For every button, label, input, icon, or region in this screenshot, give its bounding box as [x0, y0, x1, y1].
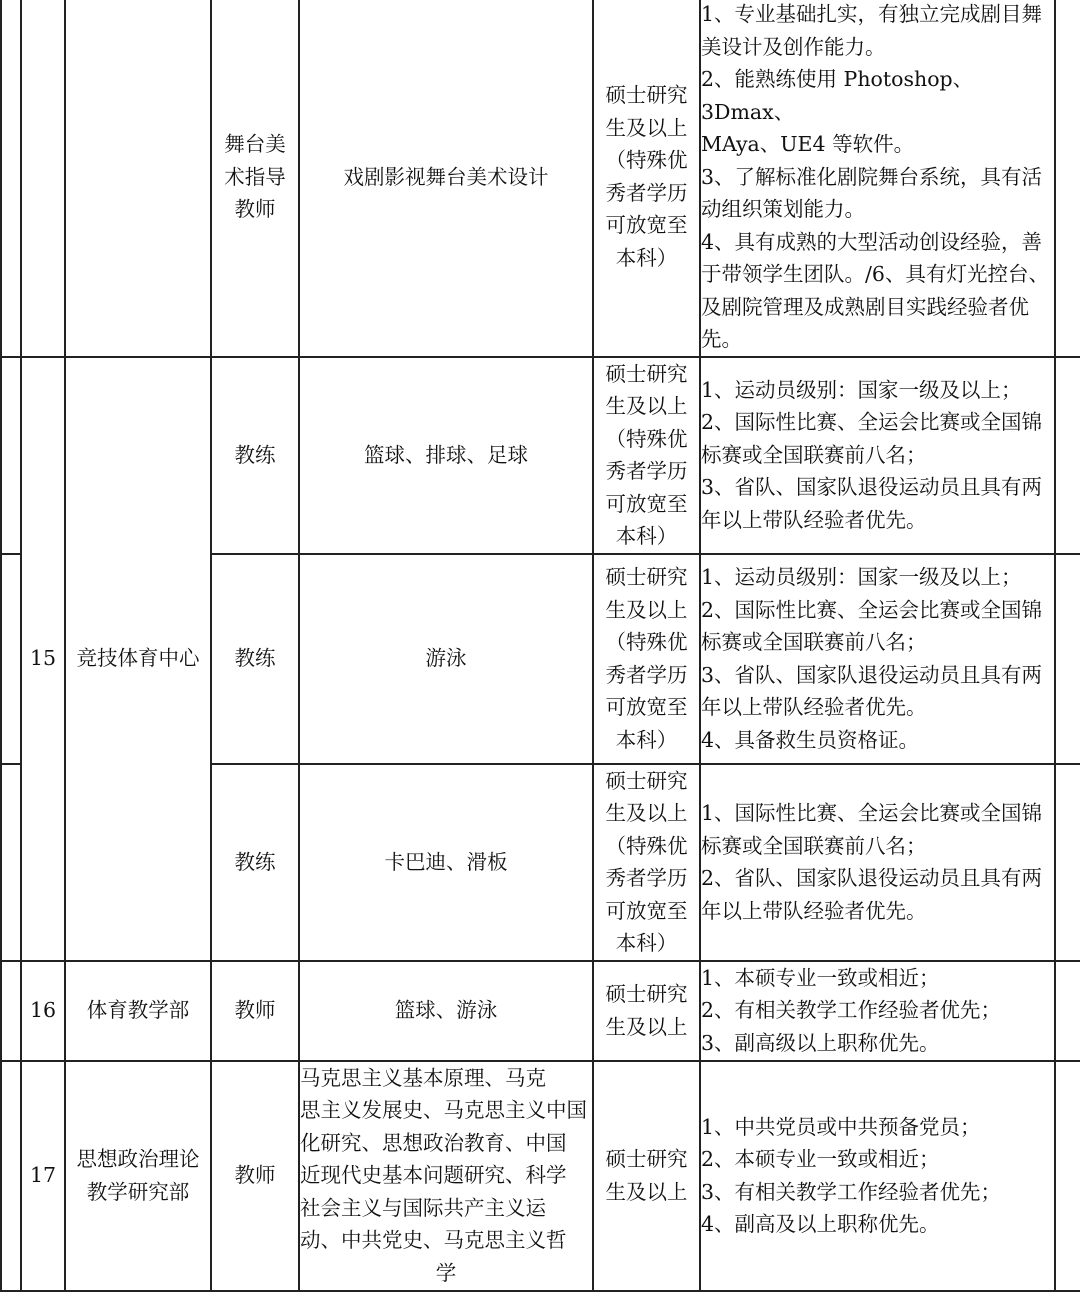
requirement-line: 1、运动员级别：国家一级及以上；: [701, 565, 1022, 589]
education-line: 硕士研究: [605, 1147, 688, 1171]
major-line: 社会主义与国际共产主义运: [300, 1195, 546, 1220]
requirement-line: 1、专业基础扎实，有独立完成剧目舞: [701, 2, 1043, 26]
education-line: 秀者学历: [605, 866, 688, 890]
right-margin-cell: [1055, 554, 1080, 764]
department-line: 思想政治理论: [76, 1147, 200, 1171]
education-line: 硕士研究: [605, 565, 688, 589]
requirement-line: 3、有相关教学工作经验者优先；: [701, 1179, 1002, 1204]
requirement-line: 3、省队、国家队退役运动员且具有两: [701, 662, 1043, 687]
position-line: 舞台美: [224, 132, 286, 156]
education-line: 可放宽至: [605, 695, 688, 719]
education-line: （特殊优: [605, 426, 688, 451]
left-margin-cell: [1, 764, 21, 961]
requirement-line: 标赛或全国联赛前八名；: [701, 833, 927, 858]
education-line: 本科）: [615, 727, 678, 752]
row-number: 15: [21, 357, 65, 961]
major-line: 学: [435, 1260, 457, 1285]
requirement-line: 3、了解标准化剧院舞台系统，具有活: [701, 164, 1043, 189]
requirement-line: 2、本硕专业一致或相近；: [701, 1147, 940, 1171]
table-row: [1, 1061, 1080, 1291]
requirement-line: MAya、UE4 等软件。: [701, 132, 915, 156]
left-margin-cell: [1, 961, 21, 1061]
education-requirement: [593, 961, 700, 1061]
requirement-line: 1、国际性比赛、全运会比赛或全国锦: [701, 801, 1043, 825]
requirement-line: 4、副高及以上职称优先。: [701, 1212, 940, 1236]
requirement-line: 年以上带队经验者优先。: [701, 695, 927, 719]
education-line: 硕士研究: [605, 768, 688, 793]
education-line: 本科）: [615, 524, 678, 548]
major-line: 马克思主义基本原理、马克: [300, 1065, 546, 1090]
education-requirement: [593, 357, 700, 554]
left-margin-cell: [1, 0, 21, 357]
education-line: 可放宽至: [605, 491, 688, 516]
requirement-line: 2、国际性比赛、全运会比赛或全国锦: [701, 410, 1043, 435]
other-requirements: [700, 0, 1055, 357]
requirement-line: 4、具有成熟的大型活动创设经验，善: [701, 229, 1043, 254]
requirement-line: 标赛或全国联赛前八名；: [701, 630, 927, 654]
row-number: 16: [21, 961, 65, 1061]
requirement-line: 2、能熟练使用 Photoshop、3Dmax、: [701, 67, 974, 124]
department-name: 竞技体育中心: [65, 357, 211, 961]
major-name: [299, 1061, 593, 1291]
right-margin-cell: [1055, 0, 1080, 357]
requirement-line: 1、中共党员或中共预备党员；: [701, 1114, 981, 1139]
education-line: 秀者学历: [605, 662, 688, 687]
position-line: 教师: [234, 197, 276, 221]
position-line: 术指导: [224, 164, 286, 189]
education-line: （特殊优: [605, 630, 688, 654]
left-margin-cell: [1, 1061, 21, 1291]
education-requirement: [593, 554, 700, 764]
position-name: 教师: [211, 961, 299, 1061]
row-number: 17: [21, 1061, 65, 1291]
requirement-line: 及剧院管理及成熟剧目实践经验者优: [701, 294, 1029, 319]
requirement-line: 动组织策划能力。: [701, 197, 865, 221]
requirement-line: 标赛或全国联赛前八名；: [701, 442, 927, 467]
right-margin-cell: [1055, 764, 1080, 961]
requirement-line: 1、运动员级别：国家一级及以上；: [701, 377, 1022, 402]
education-line: 生及以上: [605, 801, 688, 825]
table-row: [1, 357, 1080, 554]
other-requirements: [700, 357, 1055, 554]
major-line: 思主义发展史、马克思主义中国: [300, 1098, 587, 1123]
left-margin-cell: [1, 357, 21, 554]
education-line: 硕士研究: [605, 83, 688, 108]
education-line: 生及以上: [605, 1014, 688, 1039]
major-name: 卡巴迪、滑板: [299, 764, 593, 961]
education-requirement: [593, 0, 700, 357]
requirement-line: 2、国际性比赛、全运会比赛或全国锦: [701, 597, 1043, 622]
department-name: [65, 0, 211, 357]
education-line: 生及以上: [605, 394, 688, 418]
requirement-line: 年以上带队经验者优先。: [701, 898, 927, 923]
major-line: 化研究、思想政治教育、中国: [300, 1130, 567, 1155]
right-margin-cell: [1055, 961, 1080, 1061]
major-name: 篮球、游泳: [299, 961, 593, 1061]
education-line: 本科）: [615, 245, 678, 270]
education-line: 秀者学历: [605, 180, 688, 205]
education-line: 硕士研究: [605, 361, 688, 386]
major-name: 篮球、排球、足球: [299, 357, 593, 554]
left-margin-cell: [1, 554, 21, 764]
requirement-line: 美设计及创作能力。: [701, 34, 886, 59]
other-requirements: [700, 961, 1055, 1061]
education-line: 秀者学历: [605, 459, 688, 483]
position-name: 教练: [211, 554, 299, 764]
major-name: 游泳: [299, 554, 593, 764]
education-line: （特殊优: [605, 148, 688, 173]
other-requirements: [700, 1061, 1055, 1291]
position-name: 教练: [211, 764, 299, 961]
position-name: [211, 0, 299, 357]
education-line: 生及以上: [605, 115, 688, 140]
requirement-line: 2、有相关教学工作经验者优先；: [701, 998, 1002, 1023]
major-name: 戏剧影视舞台美术设计: [299, 0, 593, 357]
department-name: [65, 1061, 211, 1291]
position-name: 教师: [211, 1061, 299, 1291]
right-margin-cell: [1055, 357, 1080, 554]
other-requirements: [700, 554, 1055, 764]
requirement-line: 1、本硕专业一致或相近；: [701, 965, 940, 990]
requirement-line: 3、省队、国家队退役运动员且具有两: [701, 475, 1043, 500]
table-row: [1, 961, 1080, 1061]
department-name: 体育教学部: [65, 961, 211, 1061]
education-line: 生及以上: [605, 1179, 688, 1204]
education-line: （特殊优: [605, 833, 688, 858]
requirement-line: 于带领学生团队。/6、具有灯光控台、: [701, 262, 1049, 286]
education-line: 生及以上: [605, 597, 688, 622]
requirement-line: 3、副高级以上职称优先。: [701, 1030, 940, 1055]
education-requirement: [593, 1061, 700, 1291]
major-line: 动、中共党史、马克思主义哲: [300, 1228, 567, 1253]
row-number: [21, 0, 65, 357]
department-line: 教学研究部: [86, 1179, 190, 1204]
other-requirements: [700, 764, 1055, 961]
education-line: 可放宽至: [605, 213, 688, 238]
requirement-line: 年以上带队经验者优先。: [701, 507, 927, 532]
right-margin-cell: [1055, 1061, 1080, 1291]
major-line: 近现代史基本问题研究、科学: [300, 1163, 567, 1188]
position-name: 教练: [211, 357, 299, 554]
requirement-line: 2、省队、国家队退役运动员且具有两: [701, 866, 1043, 890]
requirement-line: 先。: [701, 327, 742, 351]
education-line: 可放宽至: [605, 898, 688, 923]
education-line: 本科）: [615, 931, 678, 955]
requirement-line: 4、具备救生员资格证。: [701, 727, 920, 752]
table-row: [1, 0, 1080, 357]
education-requirement: [593, 764, 700, 961]
education-line: 硕士研究: [605, 982, 688, 1006]
